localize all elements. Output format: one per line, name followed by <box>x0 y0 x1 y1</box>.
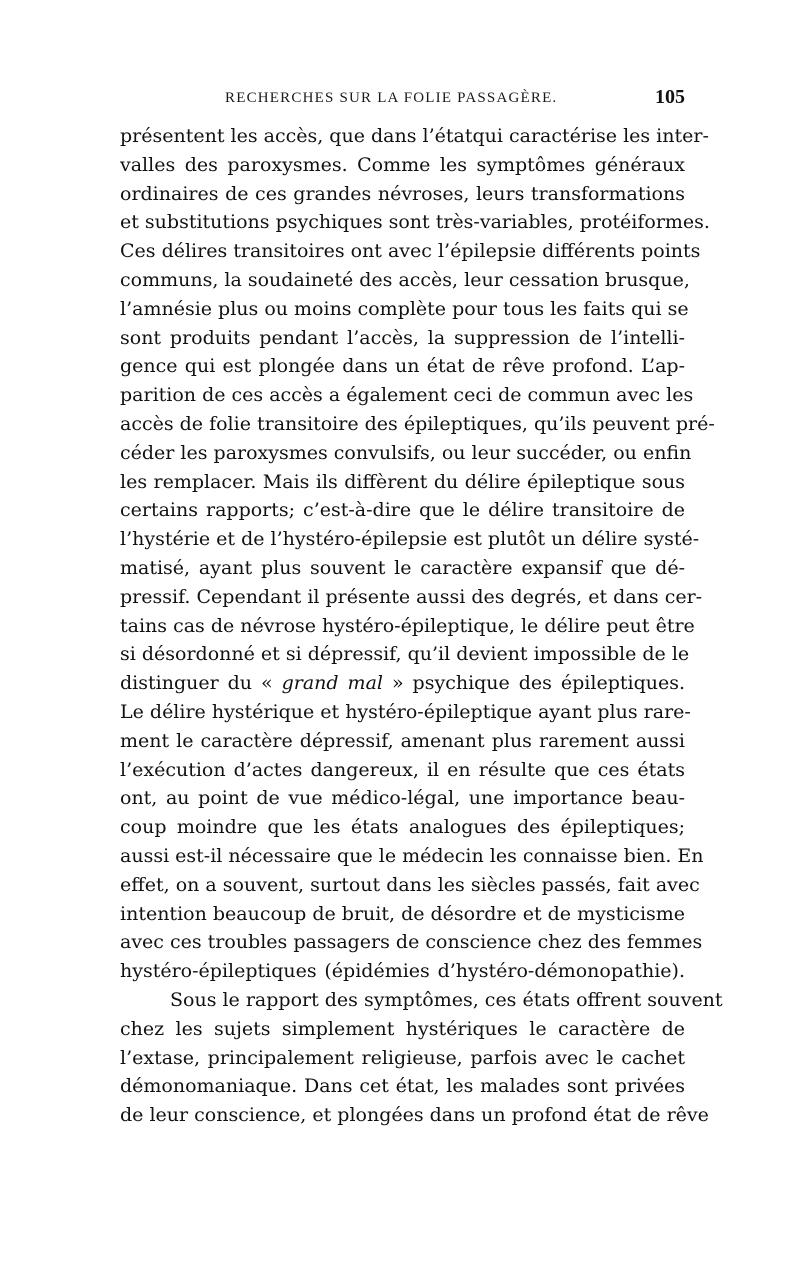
page-number: 105 <box>655 86 685 108</box>
running-head <box>120 86 685 116</box>
text-line: si désordonné et si dépressif, qu’il devient impossible de le <box>120 643 690 666</box>
text-line: hystéro-épileptiques (épidémies d’hystéro-démonopathie). <box>120 960 685 983</box>
text-line: parition de ces accès a également ceci de commun avec les <box>120 384 694 407</box>
paragraph-first-line: Sous le rapport des symptômes, ces états offrent souvent <box>170 988 723 1011</box>
text-line: chez les sujets simplement hystériques le caractère de <box>120 1017 685 1040</box>
text-line: présentent les accès, que dans l’étatqui caractérise les inter- <box>120 125 709 147</box>
text-line: les remplacer. Mais ils diffèrent du délire épileptique sous <box>120 470 685 493</box>
text-line: l’amnésie plus ou moins complète pour tous les faits qui se <box>120 297 689 320</box>
text-segment: distinguer du « <box>120 672 282 695</box>
text-line-with-italic <box>120 669 685 698</box>
text-segment: » psychique des épileptiques. <box>382 672 686 695</box>
text-line: effet, on a souvent, surtout dans les siècles passés, fait avec <box>120 873 700 896</box>
text-line: céder les paroxysmes convulsifs, ou leur succéder, ou enfin <box>120 441 692 464</box>
text-line: communs, la soudaineté des accès, leur cessation brusque, <box>120 268 690 291</box>
text-line: ont, au point de vue médico-légal, une importance beau- <box>120 787 685 810</box>
text-line: intention beaucoup de bruit, de désordre et de mysticisme <box>120 902 686 925</box>
text-line: gence qui est plongée dans un état de rêve profond. L’ap- <box>120 355 685 378</box>
text-line: l’exécution d’actes dangereux, il en résulte que ces états <box>120 758 685 781</box>
text-line: valles des paroxysmes. Comme les symptômes généraux <box>120 153 685 176</box>
text-line: ordinaires de ces grandes névroses, leurs transformations <box>120 182 685 205</box>
italic-term: grand mal <box>281 672 383 695</box>
running-title: RECHERCHES SUR LA FOLIE PASSAGÈRE. <box>225 90 558 106</box>
text-line: accès de folie transitoire des épileptiques, qu’ils peuvent pré- <box>120 412 715 435</box>
text-line: ment le caractère dépressif, amenant plus rarement aussi <box>120 729 685 752</box>
text-line: Le délire hystérique et hystéro-épileptique ayant plus rare- <box>120 700 691 723</box>
text-line: l’extase, principalement religieuse, parfois avec le cachet <box>120 1046 685 1069</box>
text-line: Ces délires transitoires ont avec l’épilepsie différents points <box>120 240 701 263</box>
text-line: avec ces troubles passagers de conscience chez des femmes <box>120 931 703 954</box>
text-line: démonomaniaque. Dans cet état, les malades sont privées <box>120 1075 685 1098</box>
text-line: certains rapports; c’est-à-dire que le délire transitoire de <box>120 499 685 522</box>
text-line: pressif. Cependant il présente aussi des degrés, et dans cer- <box>120 585 703 608</box>
text-line: et substitutions psychiques sont très-variables, protéiformes. <box>120 211 710 234</box>
body-text <box>120 122 723 1130</box>
text-line: l’hystérie et de l’hystéro-épilepsie est plutôt un délire systé- <box>120 528 700 551</box>
text-line: matisé, ayant plus souvent le caractère expansif que dé- <box>120 556 685 579</box>
text-line: coup moindre que les états analogues des épileptiques; <box>120 816 685 839</box>
text-line: de leur conscience, et plongées dans un profond état de rêve <box>120 1104 709 1127</box>
text-line: tains cas de névrose hystéro-épileptique, le délire peut être <box>120 614 695 637</box>
text-line: sont produits pendant l’accès, la suppression de l’intelli- <box>120 326 685 349</box>
text-line: aussi est-il nécessaire que le médecin les connaisse bien. En <box>120 844 704 867</box>
